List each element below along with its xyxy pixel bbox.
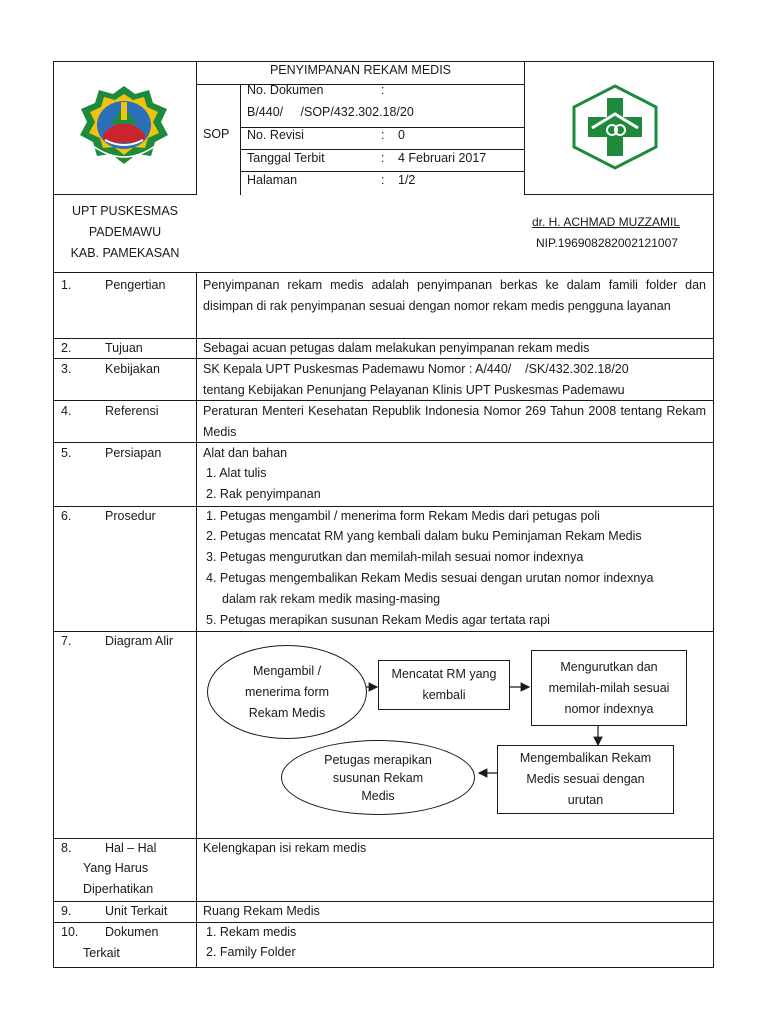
signer-nip: NIP.196908282002121007 [536,236,678,250]
field-rev-value: 0 [398,128,405,142]
row-label: Unit Terkait [105,904,168,918]
list-item: 1. Rekam medis [206,925,297,939]
row-number: 2. [61,341,72,355]
row-number: 6. [61,509,72,523]
list-item: 3. Petugas mengurutkan dan memilah-milah sesuai nomor indexnya [206,550,584,564]
row-content: Kelengkapan isi rekam medis [203,841,367,855]
row-number: 4. [61,404,72,418]
row-label: Referensi [105,404,159,418]
flow-node-start [207,645,367,739]
node-line: Mengurutkan dan [560,659,658,674]
node-line: Medis [361,788,395,803]
node-line: nomor indexnya [564,701,654,716]
row-label: Dokumen [105,925,159,939]
list-item: 1. Petugas mengambil / menerima form Rekam Medis dari petugas poli [206,509,600,523]
list-item-continuation: dalam rak rekam medik masing-masing [222,592,441,606]
row-number: 1. [61,278,72,292]
node-line: Mencatat RM yang [391,667,497,681]
row-content: Sebagai acuan petugas dalam melakukan penyimpanan rekam medis [203,341,590,355]
document-title: PENYIMPANAN REKAM MEDIS [269,63,452,77]
node-line: Mengambil / [252,663,322,678]
row-content: Peraturan Menteri Kesehatan Republik Indonesia Nomor 269 Tahun 2008 tentang Rekam Medis [203,404,706,439]
list-item: 4. Petugas mengembalikan Rekam Medis sesuai dengan urutan nomor indexnya [206,571,654,585]
node-line: Mengembalikan Rekam [519,751,652,765]
row-label: Persiapan [105,446,162,460]
row-label: Kebijakan [105,362,160,376]
row-label: Diperhatikan [83,882,154,896]
row-number: 5. [61,446,72,460]
org-name-line2: PADEMAWU [88,225,162,239]
node-line: Petugas merapikan [324,752,432,767]
row-number: 7. [61,634,72,648]
field-rev-sep: : [381,128,385,142]
flow-node-end [281,740,475,815]
sop-label: SOP [203,127,230,141]
field-doc-number: B/440/ /SOP/432.302.18/20 [247,105,414,119]
flow-node-sort [531,650,687,726]
node-line: urutan [567,793,604,807]
flow-node-return [497,745,674,814]
row-label: Pengertian [105,278,166,292]
row-label: Tujuan [105,341,143,355]
flow-node-record [378,660,510,710]
field-date-label: Tanggal Terbit [247,151,325,165]
field-doc-label: No. Dokumen [247,83,324,97]
list-item: 5. Petugas merapikan susunan Rekam Medis agar tertata rapi [206,613,550,627]
node-line: memilah-milah sesuai [548,680,670,695]
list-item: 2. Petugas mencatat RM yang kembali dalam buku Peminjaman Rekam Medis [206,529,642,543]
org-name-line3: KAB. PAMEKASAN [70,246,180,260]
row-label: Diagram Alir [105,634,174,648]
node-line: Medis sesuai dengan [526,772,645,786]
row-content: Ruang Rekam Medis [203,904,320,918]
row-number: 10. [61,925,79,939]
row-number: 3. [61,362,72,376]
row-label: Prosedur [105,509,156,523]
node-line: Rekam Medis [248,705,326,720]
field-page-sep: : [381,173,385,187]
row-intro: Alat dan bahan [203,446,288,460]
field-rev-label: No. Revisi [247,128,304,142]
row-label: Hal – Hal [105,841,157,855]
puskesmas-logo [570,84,660,170]
row-content-line: SK Kepala UPT Puskesmas Pademawu Nomor : A/440/ /SK/432.302.18/20 [203,362,629,376]
row-content: Penyimpanan rekam medis adalah penyimpanan berkas ke dalam famili folder dan disimpan di rak penyimpanan sesuai dengan nomor rekam medis pengguna layanan [203,278,706,313]
field-doc-sep: : [381,83,385,97]
field-date-value: 4 Februari 2017 [398,151,487,165]
field-page-value: 1/2 [398,173,416,187]
row-content-line: tentang Kebijakan Penunjang Pelayanan Klinis UPT Puskesmas Pademawu [203,383,625,397]
list-item: 1. Alat tulis [206,466,267,480]
field-page-label: Halaman [247,173,298,187]
field-date-sep: : [381,151,385,165]
list-item: 2. Rak penyimpanan [206,487,321,501]
row-label: Terkait [83,946,120,960]
row-label: Yang Harus [83,861,149,875]
signer-name: dr. H. ACHMAD MUZZAMIL [532,215,681,229]
row-number: 8. [61,841,72,855]
org-name-line1: UPT PUSKESMAS [71,204,179,218]
left-logo [75,84,173,170]
row-number: 9. [61,904,72,918]
list-item: 2. Family Folder [206,945,296,959]
node-line: susunan Rekam [332,770,424,785]
node-line: menerima form [244,684,330,699]
node-line: kembali [422,688,466,702]
